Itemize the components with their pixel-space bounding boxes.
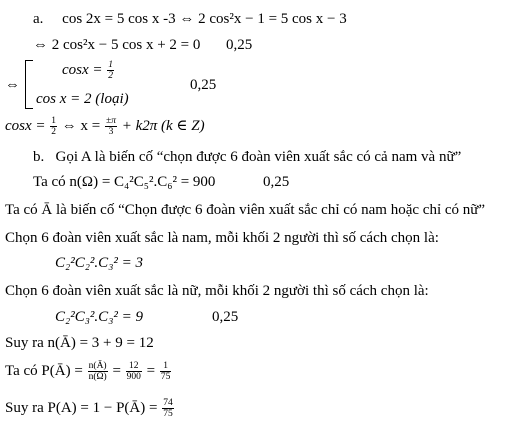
case-2: cos x = 2 (loại) [36,91,129,107]
case-1: cosx = $\frac{1}{2}$ [62,60,114,81]
case-bracket [25,60,33,109]
n-complement: Suy ra n(Ā) = 3 + 9 = 12 [5,335,154,351]
p-final-line: Suy ra P(A) = 1 − P(Ā) = $\frac{74}{75}$ [5,398,173,419]
part-a-equation-1: cos 2x = 5 cos x -3 ⇔ 2 cos²x − 1 = 5 cos x − 3 [62,11,347,27]
male-text: Chọn 6 đoàn viên xuất sắc là nam, mỗi khối 2 người thì số cách chọn là: [5,230,439,246]
part-a-label: a. [33,11,44,27]
complement-definition: Ta có Ā là biến cố “Chọn được 6 đoàn viên xuất sắc chỉ có nam hoặc chỉ có nữ” [5,202,486,218]
score-line2: 0,25 [226,37,253,53]
score-cases: 0,25 [190,77,217,93]
part-b-line1 [33,148,461,166]
iff-symbol: ⇔ [5,77,20,93]
part-b-label: b. [33,149,45,165]
female-text: Chọn 6 đoàn viên xuất sắc là nữ, mỗi khối 2 người thì số cách chọn là: [5,283,429,299]
part-a-line1 [33,10,347,28]
solution-line: cosx = $\frac{1}{2}$ ⇔ x = $\frac{\pm\pi}{3}$ + k2π (k ∈ Z) [5,116,205,137]
part-a-equation-2: ⇔ 2 cos²x − 5 cos x + 2 = 0 [33,37,201,53]
part-a-line2 [33,36,200,54]
event-definition: Gọi A là biến cố “chọn được 6 đoàn viên xuất sắc có cả nam và nữ” [55,149,462,165]
p-complement-line: Ta có P(Ā) = $\frac{n(Ā)}{n(\Omega)}$ = $\frac{12}{900}$ = $\frac{1}{75}$ [5,361,171,382]
omega-line: Ta có n(Ω) = C₄²C₅².C₆² = 900 [33,174,216,190]
female-formula: C₂²C₃².C₃² = 9 [55,309,144,325]
case-1-fraction: $\frac{1}{2}$ [108,60,114,81]
male-formula: C₂²C₂².C₃² = 3 [55,255,144,271]
score-female: 0,25 [212,309,239,325]
score-omega: 0,25 [263,174,290,190]
